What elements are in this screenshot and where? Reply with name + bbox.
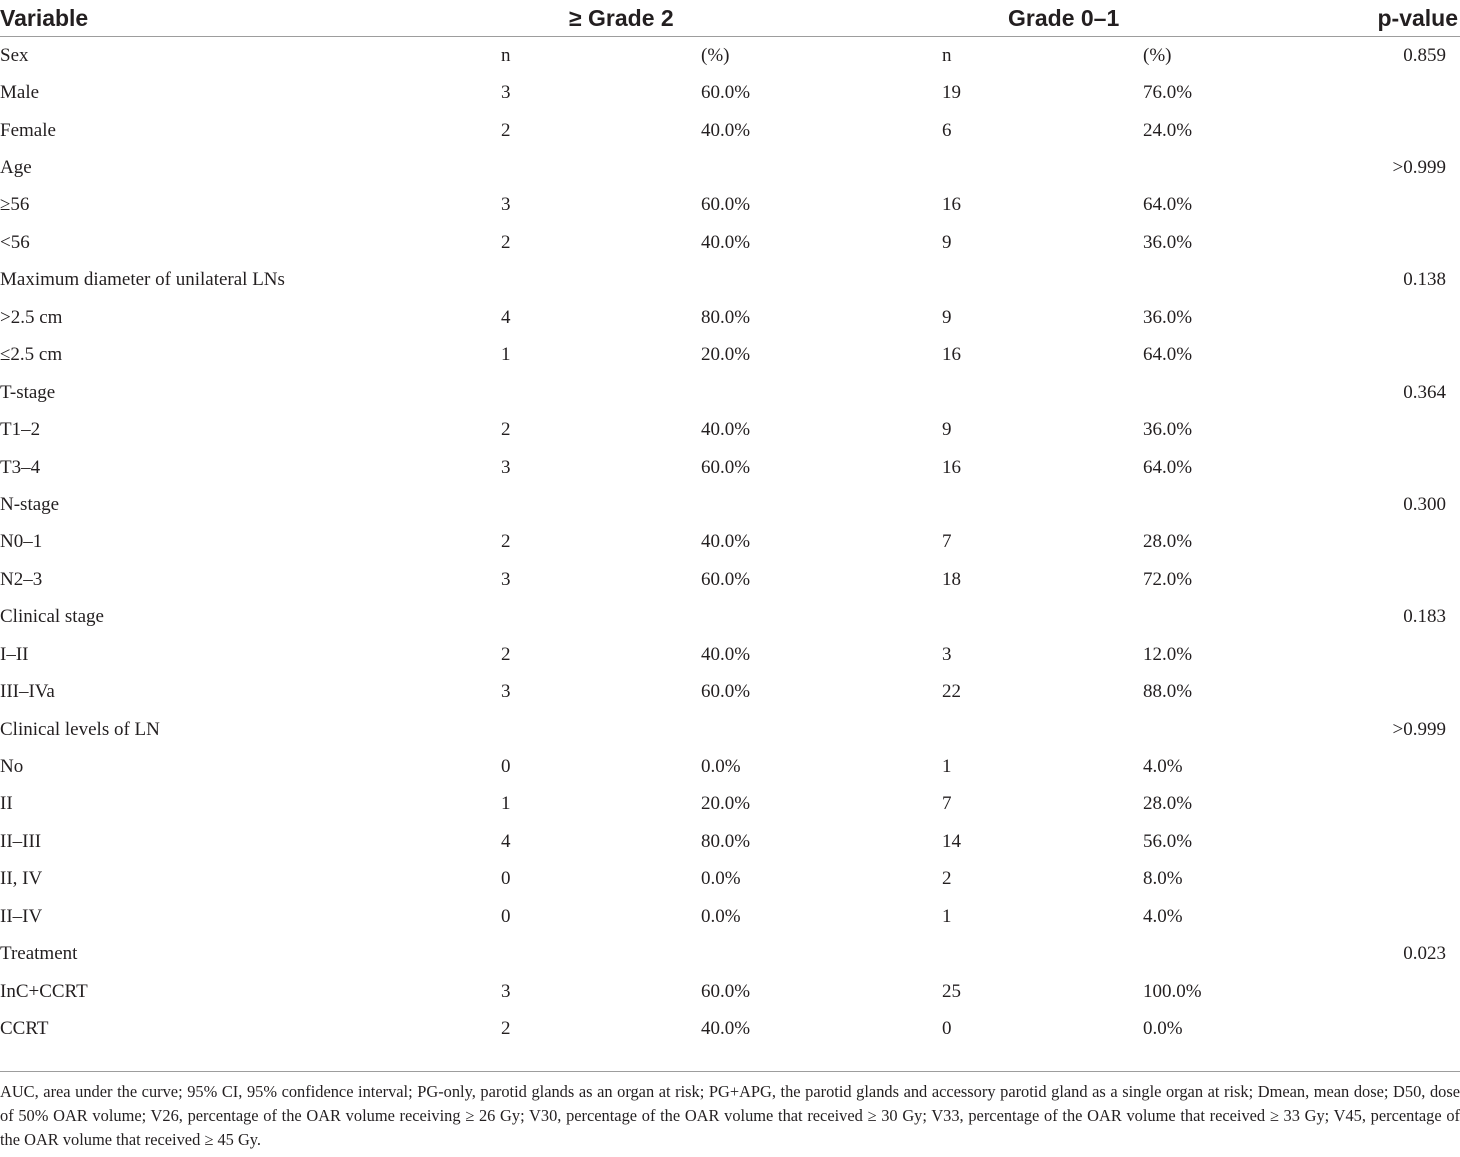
table-header-row	[0, 0, 1460, 37]
cell-grade01-percent: 56.0%	[1143, 830, 1193, 852]
cell-variable: Treatment	[0, 943, 78, 965]
cell-grade2-n: 0	[501, 868, 511, 890]
cell-variable: >2.5 cm	[0, 306, 63, 328]
cell-variable: I–II	[0, 643, 29, 665]
cell-variable: T3–4	[0, 456, 41, 478]
cell-variable: II	[0, 793, 13, 815]
cell-grade2-percent: 40.0%	[701, 119, 751, 141]
cell-variable: InC+CCRT	[0, 980, 88, 1002]
cell-grade2-n	[501, 599, 701, 636]
table-row	[0, 786, 1460, 823]
cell-grade2-n	[501, 936, 701, 973]
cell-grade01-percent: 64.0%	[1143, 194, 1193, 216]
cell-variable: T-stage	[0, 381, 56, 403]
cell-grade01-percent: 0.0%	[1143, 1018, 1183, 1040]
table-row	[0, 112, 1460, 149]
cell-grade2-percent	[701, 936, 942, 973]
table-row	[0, 898, 1460, 935]
table-row	[0, 673, 1460, 710]
table-row	[0, 337, 1460, 374]
cell-grade01-n: 22	[942, 681, 962, 703]
cell-grade2-percent: 0.0%	[701, 868, 741, 890]
cell-grade2-n: 2	[501, 1018, 511, 1040]
cell-grade01-n: 16	[942, 344, 962, 366]
table-row	[0, 748, 1460, 785]
cell-grade2-n: 3	[501, 980, 511, 1002]
column-header-pvalue: p-value	[1317, 0, 1460, 37]
cell-grade2-percent: 20.0%	[701, 793, 751, 815]
cell-grade01-percent	[1143, 599, 1317, 636]
cell-grade01-percent	[1143, 149, 1317, 186]
cell-pvalue	[1317, 636, 1460, 673]
cell-grade2-percent	[701, 262, 942, 299]
cell-variable: No	[0, 756, 24, 778]
cell-pvalue: 0.138	[1403, 269, 1447, 291]
cell-pvalue	[1317, 74, 1460, 111]
cell-grade2-percent	[701, 711, 942, 748]
table-bottom-rule	[0, 1071, 1460, 1072]
cell-grade2-n: 2	[501, 531, 511, 553]
cell-grade2-percent: 0.0%	[701, 756, 741, 778]
cell-grade01-n: 7	[942, 793, 952, 815]
cell-grade01-percent: 36.0%	[1143, 231, 1193, 253]
cell-pvalue	[1317, 898, 1460, 935]
cell-grade2-percent	[701, 599, 942, 636]
cell-grade2-n: 2	[501, 643, 511, 665]
cell-grade01-n: 1	[942, 905, 952, 927]
cell-pvalue	[1317, 561, 1460, 598]
cell-grade01-percent: 76.0%	[1143, 82, 1193, 104]
cell-grade01-percent: 36.0%	[1143, 306, 1193, 328]
cell-grade01-n: 0	[942, 1018, 952, 1040]
cell-grade2-n: 0	[501, 756, 511, 778]
table-row	[0, 561, 1460, 598]
cell-grade2-percent: 40.0%	[701, 1018, 751, 1040]
cell-grade01-n	[942, 374, 1143, 411]
cell-grade2-n: 1	[501, 344, 511, 366]
cell-grade2-percent: 80.0%	[701, 830, 751, 852]
cell-grade01-n: 6	[942, 119, 952, 141]
cell-grade2-n: 1	[501, 793, 511, 815]
cell-grade2-n: n	[501, 44, 511, 66]
cell-grade2-percent: 20.0%	[701, 344, 751, 366]
cell-grade01-percent	[1143, 262, 1317, 299]
cell-grade2-percent: 40.0%	[701, 231, 751, 253]
cell-grade2-percent: 60.0%	[701, 681, 751, 703]
table-row	[0, 37, 1460, 75]
cell-grade2-n	[501, 486, 701, 523]
table-row	[0, 823, 1460, 860]
cell-pvalue	[1317, 224, 1460, 261]
cell-variable: Male	[0, 82, 40, 104]
cell-pvalue: 0.300	[1403, 493, 1447, 515]
cell-variable: N2–3	[0, 568, 43, 590]
cell-variable: T1–2	[0, 419, 41, 441]
cell-grade2-percent: 60.0%	[701, 980, 751, 1002]
cell-grade01-n: 7	[942, 531, 952, 553]
cell-grade01-n	[942, 262, 1143, 299]
cell-grade01-n	[942, 486, 1143, 523]
cell-variable: N-stage	[0, 493, 60, 515]
cell-grade01-n: 1	[942, 756, 952, 778]
cell-pvalue: >0.999	[1392, 718, 1447, 740]
cell-grade2-n: 3	[501, 82, 511, 104]
table-row	[0, 74, 1460, 111]
cell-grade2-n	[501, 711, 701, 748]
cell-grade2-n: 0	[501, 905, 511, 927]
cell-grade01-percent: 28.0%	[1143, 531, 1193, 553]
cell-grade01-percent: 28.0%	[1143, 793, 1193, 815]
cell-variable: II–III	[0, 830, 42, 852]
cell-variable: Maximum diameter of unilateral LNs	[0, 269, 285, 291]
cell-pvalue	[1317, 187, 1460, 224]
cell-variable: Age	[0, 157, 32, 179]
cell-grade01-percent: 8.0%	[1143, 868, 1183, 890]
cell-pvalue	[1317, 449, 1460, 486]
cell-variable: III–IVa	[0, 681, 55, 703]
cell-variable: Clinical stage	[0, 606, 104, 628]
cell-grade01-n: 9	[942, 419, 952, 441]
cell-pvalue	[1317, 823, 1460, 860]
cell-grade2-n	[501, 374, 701, 411]
cell-grade01-n: 3	[942, 643, 952, 665]
table-row	[0, 262, 1460, 299]
cell-grade2-n: 2	[501, 231, 511, 253]
cell-grade01-percent	[1143, 936, 1317, 973]
cell-grade01-percent: 36.0%	[1143, 419, 1193, 441]
cell-grade01-n: 16	[942, 456, 962, 478]
cell-grade01-percent: 64.0%	[1143, 344, 1193, 366]
cell-grade2-percent: 40.0%	[701, 419, 751, 441]
cell-grade01-percent: 4.0%	[1143, 905, 1183, 927]
table-row	[0, 374, 1460, 411]
cell-variable: Sex	[0, 44, 29, 66]
cell-grade2-percent	[701, 486, 942, 523]
cell-grade01-n: 9	[942, 231, 952, 253]
table-row	[0, 149, 1460, 186]
cell-variable: Female	[0, 119, 56, 141]
cell-pvalue	[1317, 112, 1460, 149]
cell-grade01-percent: 24.0%	[1143, 119, 1193, 141]
cell-grade01-n: 16	[942, 194, 962, 216]
table-row	[0, 224, 1460, 261]
cell-grade01-n	[942, 936, 1143, 973]
cell-grade01-n: 2	[942, 868, 952, 890]
cell-grade01-n: 25	[942, 980, 962, 1002]
cell-variable: N0–1	[0, 531, 43, 553]
cell-grade01-percent	[1143, 486, 1317, 523]
cell-variable: ≤2.5 cm	[0, 344, 63, 366]
column-header-variable: Variable	[0, 0, 501, 37]
cell-grade01-n: n	[942, 44, 952, 66]
table-row	[0, 973, 1460, 1010]
cell-grade2-percent: 60.0%	[701, 82, 751, 104]
cell-grade2-n: 4	[501, 306, 511, 328]
column-header-grade01: Grade 0–1	[942, 0, 1317, 37]
cell-grade01-percent: 12.0%	[1143, 643, 1193, 665]
cell-grade01-n: 14	[942, 830, 962, 852]
table-row	[0, 411, 1460, 448]
table-row	[0, 299, 1460, 336]
cell-variable: <56	[0, 231, 30, 253]
cell-pvalue	[1317, 411, 1460, 448]
cell-pvalue: >0.999	[1392, 157, 1447, 179]
cell-grade01-n	[942, 711, 1143, 748]
cell-grade2-n: 3	[501, 681, 511, 703]
cell-variable: CCRT	[0, 1018, 49, 1040]
cell-grade01-n	[942, 149, 1143, 186]
cell-pvalue	[1317, 337, 1460, 374]
cell-grade01-n	[942, 599, 1143, 636]
cell-grade2-percent: (%)	[701, 44, 730, 66]
cell-pvalue	[1317, 861, 1460, 898]
cell-grade2-n: 2	[501, 419, 511, 441]
table-row	[0, 449, 1460, 486]
cell-grade2-percent: 80.0%	[701, 306, 751, 328]
cell-grade01-percent	[1143, 711, 1317, 748]
cell-pvalue: 0.183	[1403, 606, 1447, 628]
cell-grade2-n: 4	[501, 830, 511, 852]
cell-grade01-percent	[1143, 374, 1317, 411]
cell-grade2-percent: 0.0%	[701, 905, 741, 927]
cell-pvalue: 0.023	[1403, 943, 1447, 965]
cell-grade2-n	[501, 149, 701, 186]
cell-grade2-n: 3	[501, 568, 511, 590]
cell-pvalue	[1317, 673, 1460, 710]
table-row	[0, 711, 1460, 748]
cell-grade2-n: 3	[501, 194, 511, 216]
cell-grade01-percent: 64.0%	[1143, 456, 1193, 478]
cell-grade2-percent	[701, 374, 942, 411]
table-row	[0, 861, 1460, 898]
cell-grade01-percent: 100.0%	[1143, 980, 1202, 1002]
cell-variable: ≥56	[0, 194, 30, 216]
cell-grade2-percent	[701, 149, 942, 186]
cell-pvalue	[1317, 299, 1460, 336]
table-row	[0, 524, 1460, 561]
cell-variable: Clinical levels of LN	[0, 718, 160, 740]
table-row	[0, 636, 1460, 673]
cell-grade2-n	[501, 262, 701, 299]
cell-pvalue	[1317, 524, 1460, 561]
column-header-grade2: ≥ Grade 2	[501, 0, 942, 37]
table-body	[0, 37, 1460, 1048]
cell-pvalue	[1317, 1010, 1460, 1047]
cell-grade01-n: 9	[942, 306, 952, 328]
table-row	[0, 486, 1460, 523]
table-row	[0, 936, 1460, 973]
table-footnote: AUC, area under the curve; 95% CI, 95% confidence interval; PG-only, parotid glands as an organ at risk; PG+APG, the parotid glands and accessory parotid gland as a single organ at risk; Dmean, mean dose; D50, dose of 50% OAR volume; V26, percentage of the OAR volume receiving ≥ 26 Gy; V30, percentage of the OAR volume that received ≥ 30 Gy; V33, percentage of the OAR volume that received ≥ 33 Gy; V45, percentage of the OAR volume that received ≥ 45 Gy.	[0, 1082, 1460, 1149]
cell-grade2-percent: 60.0%	[701, 194, 751, 216]
cell-grade01-percent: 88.0%	[1143, 681, 1193, 703]
cell-grade2-percent: 60.0%	[701, 568, 751, 590]
cell-pvalue	[1317, 973, 1460, 1010]
cell-variable: II–IV	[0, 905, 43, 927]
cell-grade2-percent: 60.0%	[701, 456, 751, 478]
cell-grade01-percent: 4.0%	[1143, 756, 1183, 778]
table-row	[0, 599, 1460, 636]
cell-grade2-n: 3	[501, 456, 511, 478]
cell-pvalue: 0.859	[1403, 44, 1447, 66]
cell-pvalue: 0.364	[1403, 381, 1447, 403]
cell-grade01-percent: (%)	[1143, 44, 1172, 66]
cell-grade2-n: 2	[501, 119, 511, 141]
cell-grade01-n: 18	[942, 568, 962, 590]
table-row	[0, 187, 1460, 224]
table-row	[0, 1010, 1460, 1047]
cell-variable: II, IV	[0, 868, 43, 890]
cell-grade01-n: 19	[942, 82, 962, 104]
cell-pvalue	[1317, 748, 1460, 785]
cell-grade01-percent: 72.0%	[1143, 568, 1193, 590]
cell-grade2-percent: 40.0%	[701, 531, 751, 553]
cell-pvalue	[1317, 786, 1460, 823]
cell-grade2-percent: 40.0%	[701, 643, 751, 665]
